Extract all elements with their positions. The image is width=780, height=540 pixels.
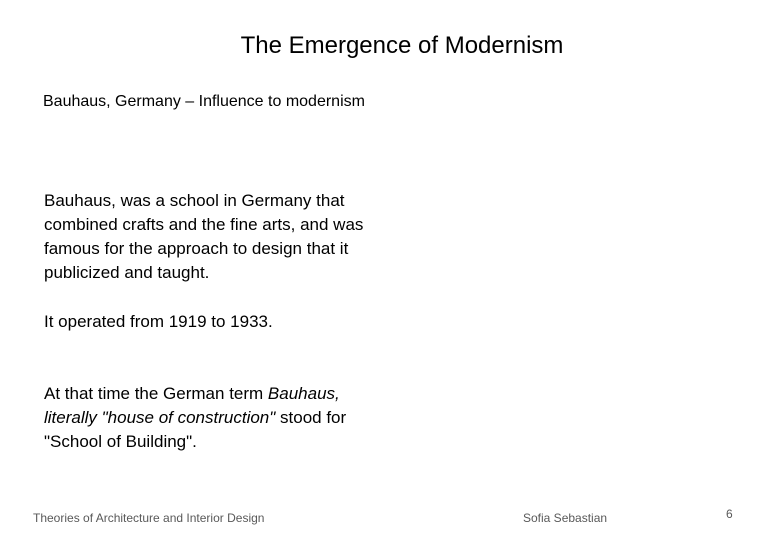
paragraph-line [44,189,416,213]
paragraph-line: combined crafts and the fine arts, and was [44,215,364,234]
footer-course: Theories of Architecture and Interior Design [33,511,265,525]
paragraph-line [44,406,416,430]
paragraph-text: At that time the German term [44,384,268,403]
page-number: 6 [726,507,733,521]
paragraph-term-meaning [44,382,416,454]
paragraph-text: was a school in Germany that [115,191,345,210]
paragraph-line: famous for the approach to design that it [44,239,349,258]
paragraph-bauhaus-definition [44,189,416,285]
slide-subtitle: Bauhaus, Germany – Influence to modernism [43,93,365,110]
italic-translation: literally "house of construction" [44,408,276,427]
paragraph-text: stood for [275,408,347,427]
paragraph-line: publicized and taught. [44,263,210,282]
paragraph-line [44,382,416,406]
paragraph-line: "School of Building". [44,432,197,451]
paragraph-operation-years [44,310,416,334]
italic-term: Bauhaus, [267,384,340,403]
paragraph-line: It operated from 1919 to 1933. [44,312,273,331]
bauhaus-term: Bauhaus, [44,191,116,210]
slide-title: The Emergence of Modernism [240,32,564,59]
footer-author: Sofia Sebastian [523,511,608,525]
